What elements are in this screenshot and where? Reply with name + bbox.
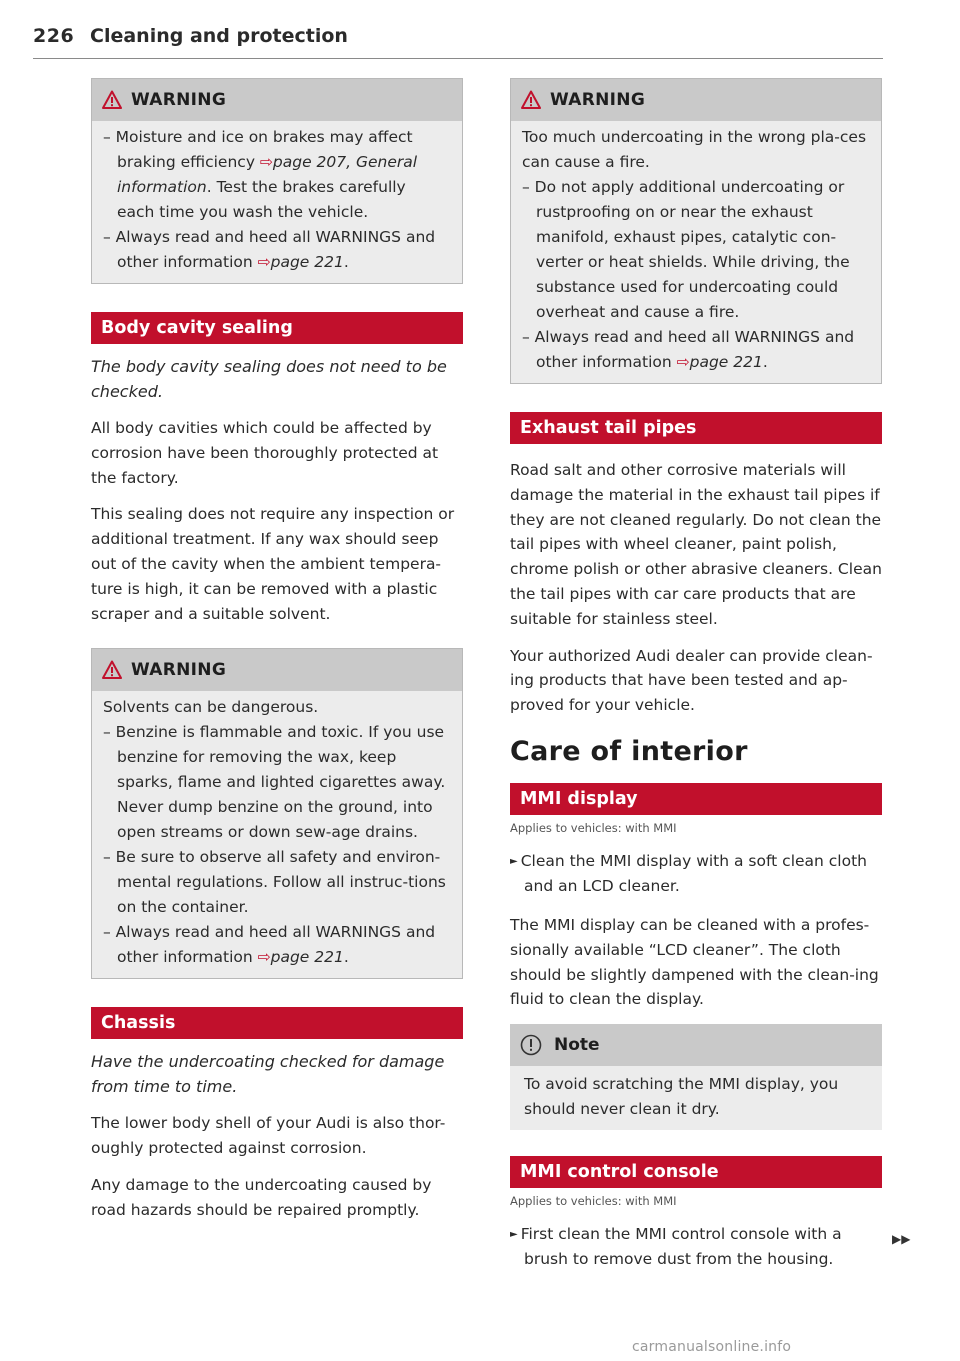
warning-body: [511, 121, 881, 383]
warning-header: [92, 649, 462, 691]
section-heading-body-cavity: Body cavity sealing: [91, 312, 463, 344]
warning-triangle-icon: [102, 660, 122, 680]
continued-arrow-icon: ▶▶: [892, 1232, 911, 1246]
warning-header: [511, 79, 881, 121]
section-title: Cleaning and protection: [90, 25, 348, 47]
paragraph: Road salt and other corrosive materials will damage the material in the exhaust tail pipes if they are not cleaned regularly. Do not clean the tail pipes with wheel cleaner, paint polish, chrome polish or other abrasive cleaners. Clean the tail pipes with car care products that are suitable for stainless steel.: [510, 461, 882, 628]
warning-lead: Solvents can be dangerous.: [103, 698, 319, 717]
warning-title: WARNING: [131, 90, 227, 110]
warning-item: – Benzine is flammable and toxic. If you use benzine for removing the wax, keep sparks, flame and lighted cigarettes away. Never dump benzine on the ground, into open streams or down sew-age drains.: [103, 723, 446, 842]
step-triangle-icon: ►: [510, 1229, 518, 1241]
applies-to-label: Applies to vehicles: with MMI: [510, 1194, 677, 1209]
paragraph: This sealing does not require any inspection or additional treatment. If any wax should seep out of the cavity when the ambient tempera-ture is high, it can be removed with a plastic scraper and a suitable solvent.: [91, 505, 455, 623]
paragraph: The MMI display can be cleaned with a profes-sionally available “LCD cleaner”. The cloth should be slightly dampened with the clean-ing fluid to clean the display.: [510, 915, 879, 1009]
page-number: 226: [33, 25, 75, 47]
paragraph: The lower body shell of your Audi is also thor-oughly protected against corrosion.: [91, 1114, 446, 1158]
instruction-step: ► Clean the MMI display with a soft clean cloth and an LCD cleaner.: [510, 851, 868, 895]
paragraph: All body cavities which could be affected by corrosion have been thoroughly protected at the factory.: [91, 419, 439, 487]
warning-item: – Be sure to observe all safety and environ-mental regulations. Follow all instruc-tions on the container.: [103, 848, 446, 917]
warning-box-undercoating: [510, 78, 882, 384]
note-header: [510, 1024, 882, 1066]
step-triangle-icon: ►: [510, 855, 518, 867]
section-heading-mmi-console: MMI control console: [510, 1156, 882, 1188]
warning-item: – Moisture and ice on brakes may affect braking efficiency ⇨page 207, General information. Test the brakes carefully each time you wash the vehicle.: [103, 128, 418, 221]
note-title: Note: [554, 1035, 600, 1056]
warning-item: – Do not apply additional undercoating or rustproofing on or near the exhaust manifold, exhaust pipes, catalytic con-verter or heat shields. While driving, the substance used for undercoating could overheat and cause a fire.: [522, 178, 850, 321]
section-heading-chassis: Chassis: [91, 1007, 463, 1039]
page-reference-link[interactable]: ⇨page 221: [257, 948, 344, 967]
warning-header: [92, 79, 462, 121]
warning-body: [92, 121, 462, 283]
left-column: [91, 78, 463, 1235]
section-heading-exhaust: Exhaust tail pipes: [510, 412, 882, 444]
page-header: [33, 22, 883, 59]
chapter-heading: Care of interior: [510, 735, 748, 767]
paragraph: Any damage to the undercoating caused by road hazards should be repaired promptly.: [91, 1175, 432, 1219]
note-body: To avoid scratching the MMI display, you should never clean it dry.: [510, 1066, 882, 1130]
warning-item: – Always read and heed all WARNINGS and other information ⇨page 221.: [103, 228, 436, 271]
warning-item: – Always read and heed all WARNINGS and other information ⇨page 221.: [522, 328, 855, 371]
warning-title: WARNING: [550, 90, 646, 110]
warning-title: WARNING: [131, 660, 227, 681]
section-intro: Have the undercoating checked for damage from time to time.: [91, 1052, 445, 1097]
section-intro: The body cavity sealing does not need to be checked.: [91, 357, 447, 401]
note-box: [510, 1024, 882, 1130]
instruction-step: ► First clean the MMI control console with a brush to remove dust from the housing.: [510, 1225, 842, 1269]
warning-triangle-icon: [521, 90, 541, 110]
warning-box-brakes: [91, 78, 463, 284]
warning-box-solvents: [91, 648, 463, 979]
page-reference-link[interactable]: ⇨page 221: [257, 253, 344, 271]
section-heading-mmi-display: MMI display: [510, 783, 882, 815]
warning-body: [92, 691, 462, 978]
warning-triangle-icon: [102, 90, 122, 110]
info-circle-icon: [520, 1034, 542, 1056]
warning-item: – Always read and heed all WARNINGS and other information ⇨page 221.: [103, 923, 436, 967]
applies-to-label: Applies to vehicles: with MMI: [510, 820, 677, 835]
page-reference-link[interactable]: ⇨page 221: [676, 353, 763, 371]
watermark: carmanualsonline.info: [632, 1339, 792, 1355]
page-reference-link[interactable]: ⇨page 207, General information: [117, 153, 418, 196]
warning-lead: Too much undercoating in the wrong pla-ces can cause a fire.: [522, 128, 867, 171]
paragraph: Your authorized Audi dealer can provide clean-ing products that have been tested and ap-proved for your vehicle.: [510, 646, 873, 715]
right-column: [510, 78, 882, 1286]
